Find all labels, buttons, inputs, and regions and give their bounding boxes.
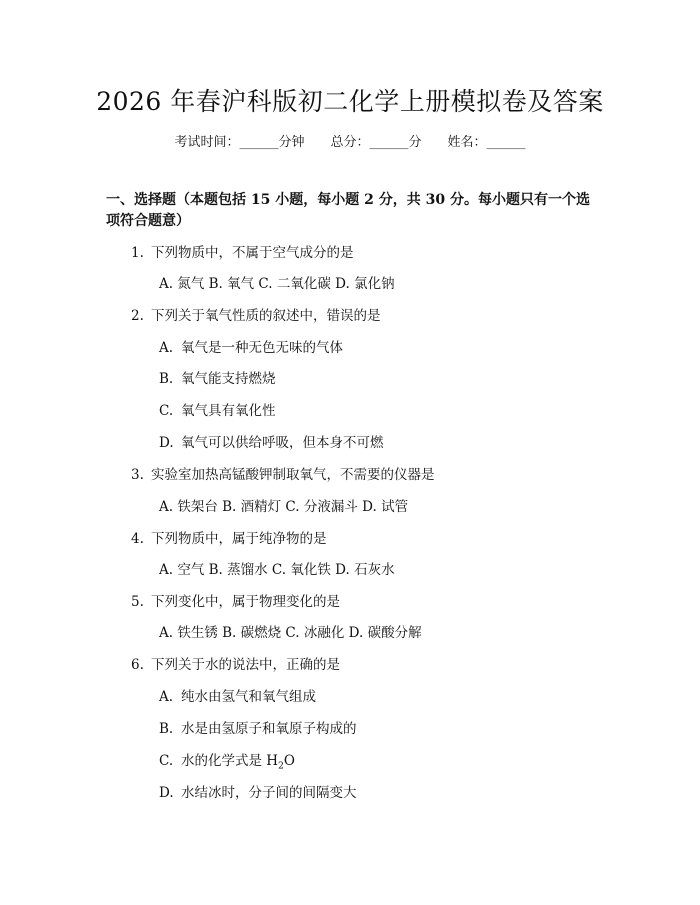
option-text: 水结冰时，分子间的间隔变大 [181, 785, 357, 801]
option-text: 氧气能支持燃烧 [181, 371, 276, 387]
exam-time-blank: ______ [239, 135, 279, 150]
student-name-label: 姓名： [447, 135, 487, 150]
question-1-options: A. 氮气 B. 氧气 C. 二氧化碳 D. 氯化钠 [159, 276, 395, 292]
question-2-option-b [159, 370, 276, 388]
question-4-options: A. 空气 B. 蒸馏水 C. 氧化铁 D. 石灰水 [159, 562, 395, 578]
question-6 [131, 656, 340, 674]
section-heading: 一、选择题（本题包括 15 小题，每小题 2 分，共 30 分。每小题只有一个选项符合题意） [106, 192, 590, 229]
option-text: 氧气具有氧化性 [181, 403, 276, 419]
option-label: A. [159, 340, 174, 356]
formula-text-end: O [283, 753, 295, 769]
question-2-option-c [159, 402, 276, 420]
question-1 [131, 244, 354, 262]
page-title: 2026 年春沪科版初二化学上册模拟卷及答案 [96, 87, 604, 116]
question-6-option-b [159, 720, 357, 738]
option-text: 氧气可以供给呼吸，但本身不可燃 [181, 435, 384, 451]
option-text: 水是由氢原子和氧原子构成的 [181, 721, 357, 737]
question-text: 下列物质中，属于纯净物的是 [151, 531, 327, 547]
option-text: 纯水由氢气和氧气组成 [181, 689, 316, 705]
question-2-option-a [159, 339, 343, 357]
question-number: 2. [131, 308, 144, 324]
question-2 [131, 307, 381, 325]
option-label: A. [159, 689, 174, 705]
question-text: 下列关于水的说法中，正确的是 [151, 657, 340, 673]
total-score-unit: 分 [408, 135, 422, 150]
option-label: D. [159, 785, 174, 801]
option-label: C. [159, 753, 174, 769]
question-5 [131, 593, 340, 611]
total-score-field [330, 131, 421, 150]
question-number: 6. [131, 657, 144, 673]
exam-time-unit: 分钟 [278, 135, 305, 150]
total-score-label: 总分： [330, 135, 370, 150]
question-number: 3. [131, 467, 144, 483]
question-number: 4. [131, 531, 144, 547]
option-label: D. [159, 435, 174, 451]
question-number: 1. [131, 245, 144, 261]
question-3-options: A. 铁架台 B. 酒精灯 C. 分液漏斗 D. 试管 [159, 499, 409, 515]
question-3 [131, 466, 435, 484]
formula-text: 水的化学式是 H [181, 753, 279, 769]
question-number: 5. [131, 594, 144, 610]
option-text [181, 753, 295, 772]
question-text: 下列关于氧气性质的叙述中，错误的是 [151, 308, 381, 324]
exam-info-line [0, 131, 700, 150]
question-2-option-d [159, 434, 384, 452]
option-label: B. [159, 371, 174, 387]
question-text: 下列物质中，不属于空气成分的是 [151, 245, 354, 261]
question-6-option-c [159, 752, 295, 770]
question-6-option-d [159, 784, 357, 802]
exam-time-label: 考试时间： [174, 135, 240, 150]
exam-time-field [174, 131, 304, 150]
student-name-field [448, 131, 526, 150]
option-text: 氧气是一种无色无味的气体 [181, 340, 343, 356]
question-text: 实验室加热高锰酸钾制取氧气，不需要的仪器是 [151, 467, 435, 483]
student-name-blank: ______ [486, 135, 526, 150]
question-5-options: A. 铁生锈 B. 碳燃烧 C. 冰融化 D. 碳酸分解 [159, 625, 422, 641]
option-label: C. [159, 403, 174, 419]
question-6-option-a [159, 688, 316, 706]
total-score-blank: ______ [369, 135, 409, 150]
question-text: 下列变化中，属于物理变化的是 [151, 594, 340, 610]
question-4 [131, 530, 327, 548]
formula-subscript: 2 [278, 761, 284, 772]
option-label: B. [159, 721, 174, 737]
